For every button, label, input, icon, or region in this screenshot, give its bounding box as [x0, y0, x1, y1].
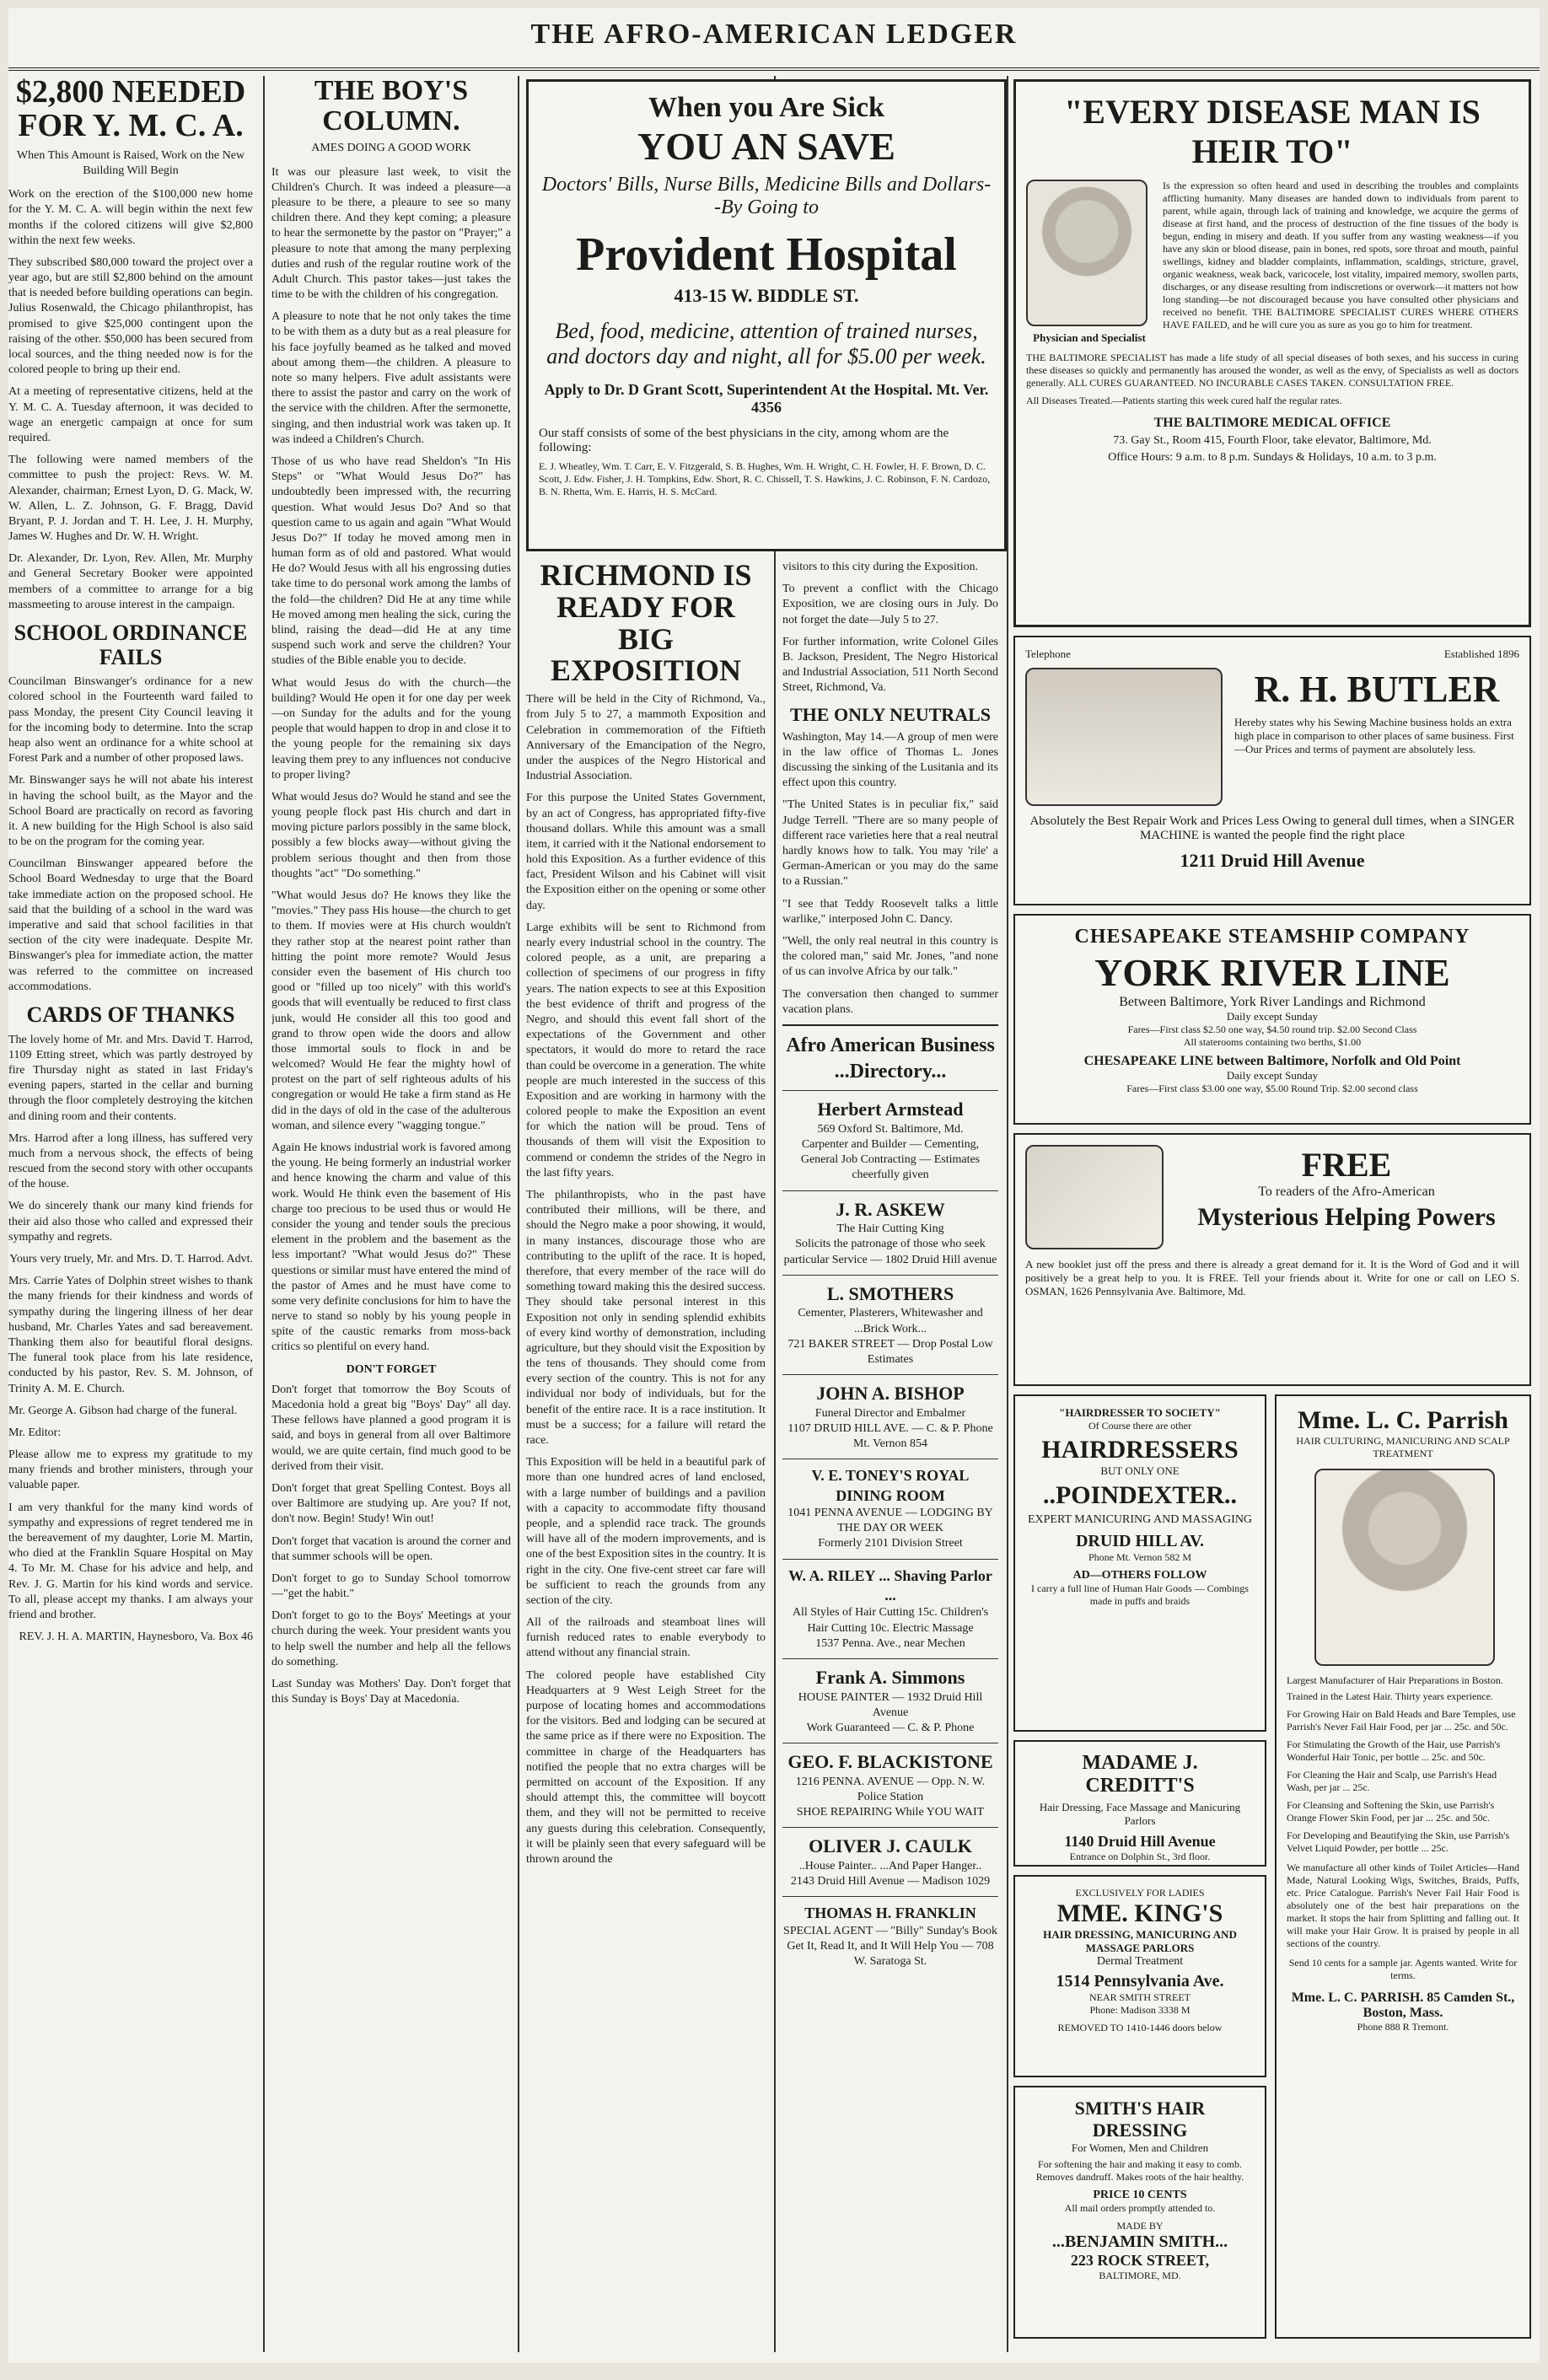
ymca-paragraph: They subscribed $80,000 toward the project over a year ago, but are still $2,800 behind on the amount that is needed before building operations can begin. Julius Rosenwald, the Chicago philanthropist, has promised to give $25,000 contingent upon the raising of the other. $50,000 has been secured from local sources, and the thing needed now is for the colored people to bring up their end. [8, 255, 253, 377]
directory-title: Afro American Business ...Directory... [786, 1034, 995, 1083]
poindexter-big: HAIRDRESSERS [1041, 1436, 1239, 1464]
neutrals-paragraph: "The United States is in peculiar fix," said Judge Terrell. "There are so many people of different race varieties here that a real neutral hardly knows how to talk. You may 'rile' a German-American or you may do the same to a Russian." [782, 798, 998, 889]
provident-line1: Doctors' Bills, Nurse Bills, Medicine Bills and Dollars--By Going to [541, 174, 992, 218]
thanks-paragraph: Please allow me to express my gratitude to my many friends and brother ministers, through your valuable paper. [8, 1448, 253, 1492]
column-rule [518, 76, 519, 2352]
thanks-paragraph: Mr. George A. Gibson had charge of the funeral. [8, 1404, 238, 1417]
provident-address: 413-15 W. BIDDLE ST. [674, 285, 859, 306]
provident-staff-list: E. J. Wheatley, Wm. T. Carr, E. V. Fitzgerald, S. B. Hughes, Wm. H. Wright, C. H. Fowler, H. F. Brown, D. C. Scott, J. Edw. Fisher, J. H. Tompkins, Edw. Short, R. C. Chissell, T. S. Hawkins, J. C. Robinson, F. N. Cardozo, B. N. Rhetta, Wm. E. Harris, H. S. McCard. [539, 460, 991, 497]
directory-ad-extra: Carpenter and Builder — Cementing, General Job Contracting — Estimates cheerfully given [800, 1138, 981, 1182]
butler-name: R. H. BUTLER [1254, 669, 1500, 710]
poindexter-sub: Of Course there are other [1088, 1420, 1191, 1432]
richmond-paragraph: This Exposition will be held in a beautiful park of more than one hundred acres of land enclosed, with a large number of buildings and a pavilion with a capacity to accommodate fifty thousand people, and a splendid race track. The grounds will have all of the modern improvements, and is one of the best Exposition sites in the country. It is right in the city. One five-cent street car fare will be sufficient to reach the grounds from any section of the city. [526, 1456, 766, 1607]
directory-ad-line: HOUSE PAINTER — 1932 Druid Hill Avenue [798, 1690, 983, 1719]
free-title: FREE [1301, 1146, 1392, 1184]
smith-name: SMITH'S HAIR DRESSING [1074, 2098, 1206, 2141]
york-fares: Fares—First class $2.50 one way, $4.50 round trip. $2.00 Second Class [1127, 1023, 1417, 1035]
parrish-name: Mme. L. C. Parrish [1298, 1406, 1508, 1434]
directory-ad-name: J. R. ASKEW [836, 1198, 945, 1220]
poindexter-address: DRUID HILL AV. [1075, 1532, 1205, 1550]
parrish-rate: For Developing and Beautifying the Skin, use Parrish's Velvet Liquid Powder, per bottle ... 25c. [1287, 1829, 1510, 1854]
directory-ad [782, 1459, 998, 1558]
directory-ad-name: L. SMOTHERS [826, 1282, 954, 1304]
richmond-paragraph: All of the railroads and steamboat lines will furnish reduced rates to enable everybody to attend without any financial strain. [526, 1616, 766, 1660]
thanks-paragraph: Mrs. Carrie Yates of Dolphin street wishes to thank the many friends for their kindness and words of sympathy during the lingering illness of her dear husband, Mr. Charles Yates and sad bereavement. Thanking them also for beautiful floral designs. The funeral took place from his late residence, conducted by his pastor, Rev. S. M. Johnson, of Trinity A. M. E. Church. [8, 1275, 253, 1395]
masthead-title: THE AFRO-AMERICAN LEDGER [530, 19, 1018, 50]
provident-offer: Bed, food, medicine, attention of trained nurses, and doctors day and night, all for $5.00 per week. [546, 319, 986, 368]
directory-ad-extra: Solicits the patronage of those who seek particular Service — 1802 Druid Hill avenue [783, 1238, 997, 1266]
boys-paragraph: Again He knows industrial work is favored among the young. He being formerly an industrial worker and hence knowing the charm and value of this work. Would He think even the basement of His charge too precious to be used thus or would He consider the young and tender souls the precious element in the problem and the basement as the less important? "What would Jesus do?" These questions or similar must have entered the mind of the pastor of Ames and he must have come to some very definite conclusions for him to have the nerve to stand so nobly by his young people in spite of the caustic remarks from moss-back critics so plentiful on every hand. [271, 1142, 511, 1354]
poindexter-ad [1013, 1394, 1266, 1732]
directory-ad-extra: 721 BAKER STREET — Drop Postal Low Estimates [787, 1337, 993, 1366]
directory-ad [782, 1559, 998, 1658]
parrish-rate: For Cleansing and Softening the Skin, use Parrish's Orange Flower Skin Food, per jar ... 25c. and 50c. [1287, 1799, 1495, 1824]
every-disease-headline: "EVERY DISEASE MAN IS HEIR TO" [1064, 93, 1481, 170]
sunrise-illustration [1025, 1145, 1164, 1249]
directory-ad-extra: Formerly 2101 Division Street [818, 1537, 963, 1550]
ymca-paragraph: Work on the erection of the $100,000 new home for the Y. M. C. A. will begin within the next few months if the colored citizens will give $2,800 within the next few weeks. [8, 188, 253, 247]
richmond-paragraph: The philanthropists, who in the past have contributed their millions, will be there, and should the Negro make a poor showing, it would, in many instances, discourage those who are contributing to the uplift of the race. It is hoped, therefore, that every member of the race will do something toward making this the desired success. They should take personal interest in this Exposition not only in sending splendid exhibits of every kind worthy of demonstration, including agriculture, but they should visit the Exposition by the tens of thousands. They should come from every section of the country. This is not for any individual nor body of individuals, but for the benefit of the entire race. It is a race institution. It must be a success; for a failure will retard the race. [526, 1189, 766, 1447]
ymca-paragraph: The following were named members of the committee to push the project: Revs. W. M. Alexander, chairman; Ernest Lyon, D. G. Mack, W. W. Allen, L. Z. Johnson, G. F. Bragg, David Bryant, P. J. Jordan and T. H. Lee, J. H. Murphy, James W. Hughes and Dr. W. H. Wright. [8, 454, 253, 544]
boys-paragraph: Don't forget to go to Sunday School tomorrow—"get the habit." [271, 1571, 511, 1601]
column-rule [263, 76, 265, 2352]
directory-ad [782, 1743, 998, 1827]
every-disease-office-name: THE BALTIMORE MEDICAL OFFICE [1153, 416, 1391, 430]
every-disease-guarantee: THE BALTIMORE SPECIALIST has made a life study of all special diseases of both sexes, and his success in curing these diseases so quickly and permanently has aroused the wonder, as well as the envy, of Specialists as well as doctors generally. ALL CURES GUARANTEED. NO INCURABLE CASES TAKEN. CONSULTATION FREE. [1026, 352, 1518, 389]
york-river-line-ad [1013, 914, 1531, 1125]
thanks-paragraph: Mr. Editor: [8, 1426, 62, 1439]
directory-ad [782, 1827, 998, 1896]
directory-ad-line: Funeral Director and Embalmer [814, 1406, 966, 1420]
creditt-entrance: Entrance on Dolphin St., 3rd floor. [1069, 1851, 1211, 1862]
boys-paragraph: Don't forget that great Spelling Contest. Boys all over Baltimore are studying up. Are you? If not, don't now. Begin! Study! Win out! [271, 1481, 511, 1526]
physician-caption: Physician and Specialist [1033, 331, 1146, 344]
directory-ad-extra: 2143 Druid Hill Avenue — Madison 1029 [790, 1875, 991, 1888]
smith-text: For softening the hair and making it easy to comb. Removes dandruff. Makes roots of the hair healthy. [1035, 2158, 1244, 2183]
king-dermal: Dermal Treatment [1096, 1955, 1184, 1968]
divider [782, 1024, 998, 1026]
headline-cards-of-thanks: CARDS OF THANKS [26, 1002, 235, 1027]
smith-agents: All mail orders promptly attended to. [1064, 2202, 1216, 2214]
poindexter-services: EXPERT MANICURING AND MASSAGING [1027, 1513, 1253, 1526]
every-disease-office-address: 73. Gay St., Room 415, Fourth Floor, take elevator, Baltimore, Md. [1113, 434, 1432, 447]
every-disease-ad [1013, 79, 1531, 627]
directory-ad-line: The Hair Cutting King [836, 1222, 944, 1236]
directory-ad [782, 1896, 998, 1976]
every-disease-rates: All Diseases Treated.—Patients starting this week cured half the regular rates. [1026, 395, 1342, 406]
directory-ad-line: All Styles of Hair Cutting 15c. Children's Hair Cutting 10c. Electric Massage [792, 1606, 989, 1635]
neutrals-paragraph: "I see that Teddy Roosevelt talks a little warlike," interposed John C. Dancy. [782, 897, 998, 926]
boys-paragraph: Don't forget that tomorrow the Boy Scouts of Macedonia hold a great big "Boys' Day" all day. These fellows have planned a good program it is said, and boys in general from all over Baltimore would, we are quite certain, find much good to be derived from their visit. [271, 1383, 511, 1473]
york-route: Between Baltimore, York River Landings and Richmond [1119, 995, 1426, 1009]
column-3 [526, 560, 766, 2352]
directory-ad-name: V. E. TONEY'S ROYAL DINING ROOM [811, 1467, 970, 1504]
richmond-continued: visitors to this city during the Exposition. [782, 561, 979, 573]
provident-apply: Apply to Dr. D Grant Scott, Superintendent At the Hospital. Mt. Ver. 4356 [544, 381, 989, 416]
directory-ad-line: SPECIAL AGENT — "Billy" Sunday's Book [783, 1924, 997, 1937]
thanks-paragraph: REV. J. H. A. MARTIN, Haynesboro, Va. Box 46 [19, 1631, 253, 1644]
subhead-ames: AMES DOING A GOOD WORK [311, 142, 471, 155]
york-company: CHESAPEAKE STEAMSHIP COMPANY [1074, 926, 1470, 948]
parrish-sample: Send 10 cents for a sample jar. Agents wanted. Write for terms. [1288, 1957, 1518, 1981]
king-top: EXCLUSIVELY FOR LADIES [1075, 1887, 1205, 1899]
masthead [8, 8, 1540, 71]
directory-ad-name: GEO. F. BLACKISTONE [787, 1751, 993, 1773]
headline-only-neutrals: THE ONLY NEUTRALS [790, 703, 991, 725]
column-1 [8, 76, 253, 2352]
king-near: NEAR SMITH STREET [1089, 1991, 1191, 2003]
directory-ad-line: Cementer, Plasterers, Whitewasher and ...Brick Work... [798, 1307, 983, 1335]
smith-price: PRICE 10 CENTS [1093, 2189, 1187, 2201]
poindexter-only: BUT ONLY ONE [1100, 1464, 1180, 1477]
column-2 [271, 76, 511, 2352]
creditt-ad [1013, 1740, 1266, 1867]
ymca-paragraph: At a meeting of representative citizens, held at the Y. M. C. A. Tuesday afternoon, it was decided to wage an energetic campaign at once for sum required. [8, 385, 253, 444]
boys-paragraph: Don't forget to go to the Boys' Meetings at your church during the week. Your president wants you to help swell the number and help all the fellows do something. [271, 1609, 511, 1668]
smith-ad [1013, 2086, 1266, 2339]
directory-ad-extra: SHOE REPAIRING While YOU WAIT [796, 1806, 985, 1819]
subhead-ymca: When This Amount is Raised, Work on the New Building Will Begin [16, 148, 245, 177]
column-4 [782, 560, 998, 2352]
school-paragraph: Councilman Binswanger appeared before the School Board Wednesday to urge that the Board take immediate action on the proposed school. He said that the building of a school in the ward was imperative and said that school facilities in that section of the city were inadequate. Despite Mr. Binswanger's plea for immediate action, the matter was referred to the committee on increased accommodations. [8, 857, 253, 993]
every-disease-text: Is the expression so often heard and used in describing the troubles and complaints afflicting humanity. Many diseases are handed down to individuals from parent to parent, while again, through lack of training and knowledge, we acquire the germs of disease at first hand, and the process of destruction of the fine tissues of the body is begun, ending in misery and death. If you suffer from any wasting weakness—if you have any skin or blood disease, pain in bones, red spots, sore throat and mouth, painful swellings, kidney and bladder complaints, inflammation, scaldings, stricture, gravel, organic weakness, weak back, varicocele, lost vitality, impaired memory, swollen parts, discharges, or any disease resulting from indiscretions or overwork—it matters not how long standing—be not discouraged because you have consulted other physicians and received no benefit. THE BALTIMORE SPECIALIST CURES WHERE OTHERS HAVE FAILED, and he will cure you as sure as you go to him for treatment. [1163, 180, 1518, 330]
poindexter-phone: Phone Mt. Vernon 582 M [1088, 1551, 1192, 1563]
directory-ad-line: 1041 PENNA AVENUE — LODGING BY THE DAY OR WEEK [787, 1507, 993, 1535]
free-subtitle: To readers of the Afro-American [1258, 1185, 1435, 1199]
boys-paragraph: Last Sunday was Mothers' Day. Don't forget that this Sunday is Boys' Day at Macedonia. [271, 1678, 511, 1706]
boys-paragraph: "What would Jesus do? He knows they like the "movies." They pass His house—the church to get to them. If movies were at His church wouldn't they rather stop at the nearest point rather than hitting the point more remote? Would Jesus consider even the basement of His church too good or "filled up too nicely" with this world's goods that will eventually be reduced to first class junk, would He consider all this too good and grand to throw open wide the doors and allow those immortal souls to flock in and be welcomed? Would He fear the mighty howl of protest on the part of self righteous adults of his congregation or would He take a firm stand as He did in the days of old in the case of the adulterous woman, and silence every "wagging tongue." [271, 889, 511, 1132]
ymca-paragraph: Dr. Alexander, Dr. Lyon, Rev. Allen, Mr. Murphy and General Secretary Booker were appointed members of a committee to arrange for a big massmeeting to arouse interest in the campaign. [8, 552, 253, 611]
butler-banner: Absolutely the Best Repair Work and Prices Less Owing to general dull times, when a SINGER MACHINE is wanted the people find the right place [1029, 814, 1515, 842]
york-line: YORK RIVER LINE [1094, 951, 1450, 994]
parrish-address: Mme. L. C. PARRISH. 85 Camden St., Boston, Mass. [1291, 1990, 1515, 2020]
school-paragraph: Mr. Binswanger says he will not abate his interest in having the school built, as the Mayor and the School Board are practically on record as favoring it. A new building for the High School is also said to be on the program for the coming year. [8, 774, 253, 849]
dont-forget-heading: DON'T FORGET [346, 1362, 437, 1376]
directory-ad-line: 1216 PENNA. AVENUE — Opp. N. W. Police Station [795, 1775, 986, 1803]
york-rooms: All staterooms containing two berths, $1.00 [1183, 1036, 1362, 1048]
richmond-paragraph: There will be held in the City of Richmond, Va., from July 5 to 27, a mammoth Exposition and Celebration in commemoration of the Fiftieth Anniversary of the Emancipation of the Negro, under the auspices of the Negro Historical and Industrial Association. [526, 693, 766, 783]
provident-big: YOU AN SAVE [637, 125, 895, 168]
boys-paragraph: It was our pleasure last week, to visit the Children's Church. It was indeed a pleasure—a pleasure to be there, a pleaure to see so many children there. And they kept coming; a pleasure to hear the sermonette by the pastor on "Prayer;" a pleasure to note that among the many perplexing duties and rush of the regular routine work of the Adult Church. This pastor takes—just takes the time to be with the children of his congregation. [271, 165, 511, 302]
headline-school-ordinance: SCHOOL ORDINANCE FAILS [13, 621, 248, 669]
poindexter-carry: I carry a full line of Human Hair Goods — Combings made in puffs and braids [1031, 1582, 1249, 1607]
directory-ad [782, 1275, 998, 1374]
boys-paragraph: What would Jesus do with the church—the building? Would He open it for one day per week—on Sunday for the adults and for the young people that would happen to drop in and close it to the young people for the remaining six days leaving them prey to any influences not conducive to proper living? [271, 676, 511, 782]
poindexter-others: AD—OTHERS FOLLOW [1072, 1569, 1207, 1582]
directory-ad-name: THOMAS H. FRANKLIN [804, 1905, 976, 1922]
york-bay-line: CHESAPEAKE LINE between Baltimore, Norfolk and Old Point [1083, 1054, 1461, 1068]
parrish-rate: For Cleaning the Hair and Scalp, use Parrish's Head Wash, per jar ... 25c. [1287, 1769, 1497, 1793]
butler-established: Established 1896 [1443, 647, 1519, 660]
column-rule [1007, 76, 1008, 2352]
directory-ad-line: ..House Painter.. ...And Paper Hanger.. [798, 1859, 982, 1872]
headline-boys-column: THE BOY'S COLUMN. [314, 76, 469, 137]
directory-ad [782, 1374, 998, 1459]
richmond-paragraph: To prevent a conflict with the Chicago Exposition, we are closing ours in July. Do not forget the date—July 5 to 27. [782, 583, 998, 626]
smith-made: MADE BY [1116, 2220, 1164, 2232]
thanks-paragraph: The lovely home of Mr. and Mrs. David T. Harrod, 1109 Etting street, which was partly destroyed by fire Thursday night as stated in last Friday's evening papers, started in the cellar and burning through the floor completely destroying the kitchen and dining room and their contents. [8, 1033, 253, 1123]
provident-hospital-name: Provident Hospital [576, 228, 957, 281]
directory-ad [782, 1090, 998, 1190]
king-name: MME. KING'S [1056, 1899, 1223, 1927]
butler-phone: Telephone [1025, 647, 1071, 660]
parrish-rate: For Stimulating the Growth of the Hair, use Parrish's Wonderful Hair Tonic, per bottle ... 25c. and 50c. [1287, 1738, 1501, 1763]
directory-ad-name: W. A. RILEY ... Shaving Parlor ... [788, 1566, 992, 1604]
king-ad [1013, 1875, 1266, 2077]
thanks-paragraph: I am very thankful for the many kind words of sympathy and expressions of regret tendered me in the bereavement of my daughter, Lorie M. Martin, who died at the Franklin Square Hospital on May 4. To Mr. M. Chase for his advice and help, and Rev. J. G. Martin for his kind words and service. To all, please accept my thanks. I am always your friend and brother. [8, 1501, 253, 1621]
boys-paragraph: Don't forget that vacation is around the corner and that summer schools will be open. [271, 1534, 511, 1563]
directory-ad-extra: 1537 Penna. Ave., near Mechen [815, 1636, 965, 1650]
parrish-ad [1275, 1394, 1531, 2339]
smith-sub: For Women, Men and Children [1071, 2141, 1209, 2154]
king-address: 1514 Pennsylvania Ave. [1056, 1972, 1224, 1990]
butler-address: 1211 Druid Hill Avenue [1180, 850, 1365, 871]
free-text: A new booklet just off the press and there is already a great demand for it. It is the Word of God and it will positively be a great help to you. It is FREE. Tell your friends about it. Write for one or call on LEO S. OSMAN, 1626 Pennsylvania Ave. Baltimore, Md. [1025, 1258, 1519, 1297]
physician-portrait [1026, 180, 1148, 326]
free-booklet-ad [1013, 1133, 1531, 1386]
provident-top: When you Are Sick [648, 92, 884, 123]
parrish-maker: Largest Manufacturer of Hair Preparations in Boston. [1287, 1674, 1503, 1686]
directory-ad [782, 1190, 998, 1275]
newspaper-page [8, 8, 1540, 2363]
richmond-paragraph: Large exhibits will be sent to Richmond from nearly every industrial school in the country. The colored people, as a unit, are preparing a collection of specimens of our progress in fifty years. The nation expects to see at this Exposition the best evidence of thrift and progress of the Negro, and should this event fall short of the expectations of the Government and other spectators, it would do more to retard the race than could be overcome in a generation. The white people are much interested in the success of this Exposition and are working in harmony with the colored people to make the Exposition an event for which the nation will be proud. Tens of thousands of them will visit the Exposition to commend or condemn the strides of the Negro in the last fifty years. [526, 921, 766, 1179]
parrish-trained: Trained in the Latest Hair. Thirty years experience. [1287, 1690, 1493, 1702]
neutrals-paragraph: Washington, May 14.—A group of men were in the law office of Thomas L. Jones discussing the sinking of the Lusitania and its effect upon this country. [782, 730, 998, 790]
parrish-sub: HAIR CULTURING, MANICURING AND SCALP TREATMENT [1296, 1435, 1510, 1459]
parrish-rate: For Growing Hair on Bald Heads and Bare Temples, use Parrish's Never Fail Hair Food, per jar ... 25c. and 50c. [1287, 1708, 1516, 1733]
butler-ad [1013, 636, 1531, 905]
neutrals-paragraph: The conversation then changed to summer vacation plans. [782, 987, 998, 1016]
sewing-machine-illustration [1025, 668, 1223, 806]
neutrals-paragraph: "Well, the only real neutral in this country is the colored man," said Mr. Jones, "and none of us can involve Africa by our talk." [782, 934, 998, 979]
parrish-portrait-wrap [1314, 1469, 1492, 1666]
york-fares-2: Fares—First class $3.00 one way, $5.00 Round Trip. $2.00 second class [1126, 1083, 1418, 1094]
smith-address: 223 ROCK STREET, [1070, 2252, 1210, 2269]
butler-text: Hereby states why his Sewing Machine business holds an extra high place in comparison to other places of same business. First—Our Prices and terms of payment are absolutely less. [1234, 716, 1514, 755]
directory-ad-line: 569 Oxford St. Baltimore, Md. [817, 1122, 964, 1136]
every-disease-office-hours: Office Hours: 9 a.m. to 8 p.m. Sundays & Holidays, 10 a.m. to 3 p.m. [1108, 451, 1437, 464]
school-paragraph: Councilman Binswanger's ordinance for a new colored school in the Fourteenth ward failed to pass Monday, the present City Council leaving it for the incoming body to determine. Into the scrap heap also went an ordinance for a white school at Forest Park and a number of other proposed laws. [8, 675, 253, 766]
provident-hospital-ad [526, 79, 1007, 551]
provident-staff-intro: Our staff consists of some of the best physicians in the city, among whom are the following: [539, 427, 949, 454]
creditt-name: MADAME J. CREDITT'S [1082, 1752, 1198, 1797]
richmond-paragraph: The colored people have established City Headquarters at 9 West Leigh Street for the purpose of locating homes and accommodations for the visitors. Bed and lodging can be secured at the same price as if there were no Exposition. The committee in charge of the Headquarters has notified the people that no extra charges will be permitted on account of the Exposition. If any should attempt this, the committee will boycott them, and they will not be permitted to receive any guests during this celebration. Consequently, it will be plainly seen that every safeguard will be thrown around the [526, 1668, 766, 1866]
thanks-paragraph: Mrs. Harrod after a long illness, has suffered very much from a nervous shock, the effects of being rescued from the second story with other occupants of the house. [8, 1131, 253, 1191]
creditt-address: 1140 Druid Hill Avenue [1064, 1833, 1216, 1850]
king-remove: REMOVED TO 1410-1446 doors below [1057, 2022, 1223, 2033]
directory-ad-name: OLIVER J. CAULK [809, 1835, 972, 1857]
smith-city: BALTIMORE, MD. [1099, 2270, 1181, 2281]
boys-paragraph: What would Jesus do? Would he stand and see the young people flock past His church and dart in moving picture parlors possibly in the same block, possibly a few blocks away—without giving the problem serious thought and then from those thoughts "act" "Do something." [271, 790, 511, 880]
directory-ad-extra: Get It, Read It, and It Will Help You — 708 W. Saratoga St. [787, 1939, 994, 1968]
parrish-phone: Phone 888 R Tremont. [1357, 2021, 1449, 2033]
poindexter-top: "HAIRDRESSER TO SOCIETY" [1059, 1406, 1221, 1419]
thanks-paragraph: We do sincerely thank our many kind friends for their aid also those who called and expressed their sympathy and regrets. [8, 1200, 253, 1244]
york-daily-2: Daily except Sunday [1226, 1069, 1319, 1082]
directory-ad-extra: 1107 DRUID HILL AVE. — C. & P. Phone Mt. Vernon 854 [787, 1421, 993, 1451]
directory-ad-name: Frank A. Simmons [815, 1666, 965, 1688]
headline-richmond: RICHMOND IS READY FOR BIG EXPOSITION [540, 560, 752, 688]
boys-paragraph: A pleasure to note that he not only takes the time to be with them as a duty but as a real pleasure for his face joyfully beamed as he talked and moved about among them—the children. A pleasure to note so many helpers. Five adult assistants were there to assist the pastor and carry on the work of the service with the children. After the sermonette, singing, and then industrial work was taken up. It was indeed a Children's Church. [271, 310, 511, 446]
headline-ymca: $2,800 NEEDED FOR Y. M. C. A. [15, 76, 246, 143]
poindexter-name: ..POINDEXTER.. [1042, 1481, 1238, 1509]
directory-ad-extra: Work Guaranteed — C. & P. Phone [806, 1721, 975, 1734]
king-services: HAIR DRESSING, MANICURING AND MASSAGE PARLORS [1043, 1928, 1237, 1954]
directory-ad-name: Herbert Armstead [817, 1099, 964, 1120]
richmond-paragraph: For further information, write Colonel Giles B. Jackson, President, The Negro Historical and Industrial Association, 511 North Second Street, Richmond, Va. [782, 635, 998, 695]
smith-maker: ...BENJAMIN SMITH... [1051, 2232, 1228, 2251]
king-phone: Phone: Madison 3338 M [1089, 2004, 1191, 2016]
thanks-paragraph: Yours very truely, Mr. and Mrs. D. T. Harrod. Advt. [9, 1253, 253, 1265]
york-daily: Daily except Sunday [1226, 1010, 1319, 1023]
boys-paragraph: Those of us who have read Sheldon's "In His Steps" or "What Would Jesus Do?" has undoubtedly been impressed with, the recurring question. What would Jesus Do? And so that question came to us again and again "What Would Jesus Do?" If today he moved among men in human form as of old and pastored. What would He do? Would Jesus with all his engrossing duties take time to do personal work among the lambs of the fold—the children? Did He at any time while He moved among men healing the sick, curing the blind, raising the dead—did He at any time suspend such work and serve the children? Your studies of the Bible enable you to decide. [271, 454, 511, 668]
parrish-extra: We manufacture all other kinds of Toilet Articles—Hand Made, Natural Looking Wigs, Switches, Braids, Puffs, etc. Price Catalogue. Parrish's Never Fail Hair Food is absolutely one of the best hair preparations on the market. It stops the hair from Splitting and falling out. It will make your Hair Grow. It is praised by people in all sections of the country. [1287, 1862, 1519, 1949]
woman-portrait [1314, 1469, 1495, 1666]
directory-ad-name: JOHN A. BISHOP [816, 1383, 965, 1405]
creditt-services: Hair Dressing, Face Massage and Manicuring Parlors [1039, 1801, 1241, 1827]
directory-ad [782, 1658, 998, 1743]
richmond-paragraph: For this purpose the United States Government, by an act of Congress, has appropriated fifty-five thousand dollars. While this amount was a small item, it carried with it the National endorsement to hold this Exposition. As a further evidence of this fact, President Wilson and his Cabinet will visit the Exposition either on the opening or some other day. [526, 792, 766, 912]
free-book-title: Mysterious Helping Powers [1197, 1203, 1496, 1231]
